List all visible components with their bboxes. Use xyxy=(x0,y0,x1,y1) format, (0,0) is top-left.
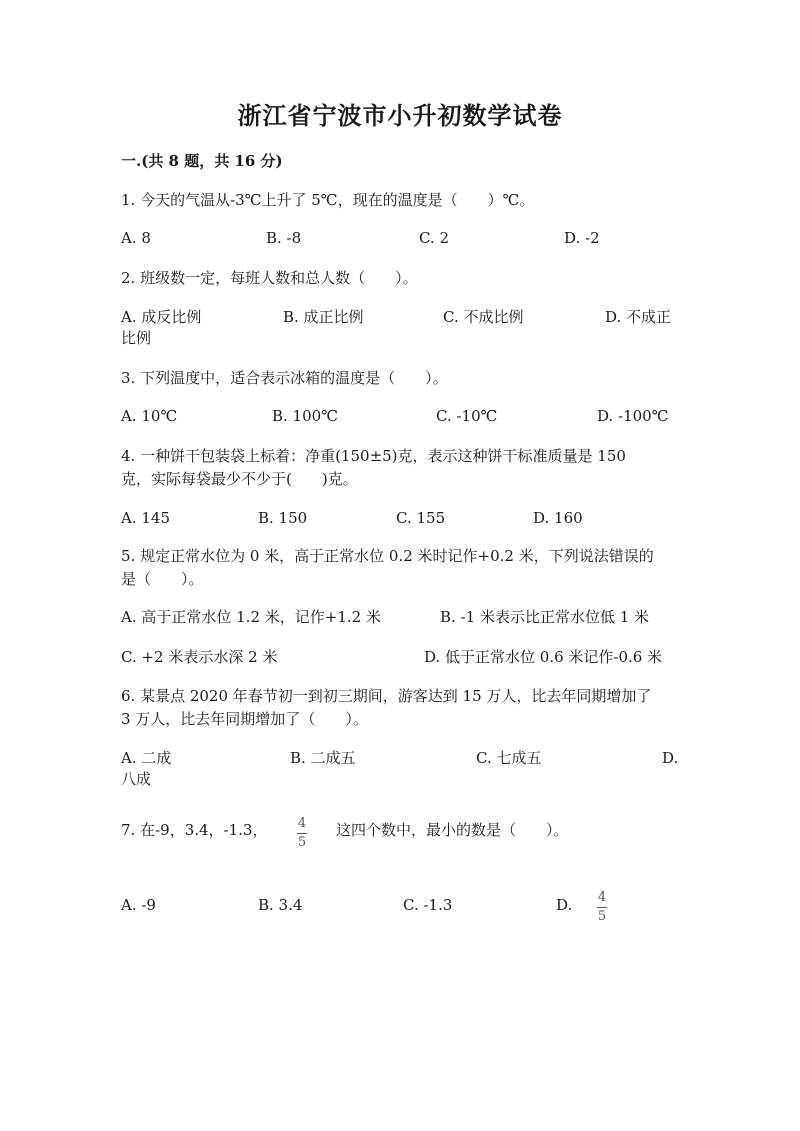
q5-option-a: A. 高于正常水位 1.2 米，记作+1.2 米 xyxy=(121,608,381,626)
fraction-numerator: 4 xyxy=(297,816,307,831)
question-7-part2: 这四个数中，最小的数是（ ）。 xyxy=(336,821,569,839)
fraction-bar xyxy=(597,907,607,908)
question-4-line1: 4. 一种饼干包装袋上标着：净重(150±5)克，表示这种饼干标准质量是 150 xyxy=(121,447,626,465)
q4-option-a: A. 145 xyxy=(121,509,170,527)
q1-option-a: A. 8 xyxy=(121,229,151,247)
q6-option-d: D. xyxy=(662,749,679,767)
fraction-four-fifths xyxy=(297,817,307,850)
q3-option-c: C. -10℃ xyxy=(436,407,498,425)
q4-option-c: C. 155 xyxy=(396,509,446,527)
question-3: 3. 下列温度中，适合表示冰箱的温度是（ ）。 xyxy=(121,369,448,387)
question-6-line1: 6. 某景点 2020 年春节初一到初三期间，游客达到 15 万人，比去年同期增加了 xyxy=(121,687,652,705)
q1-option-d: D. -2 xyxy=(564,229,600,247)
question-7-part1: 7. 在-9，3.4，-1.3， xyxy=(121,821,268,839)
q6-option-a: A. 二成 xyxy=(121,749,172,767)
q4-option-d: D. 160 xyxy=(533,509,583,527)
section-heading: 一.(共 8 题，共 16 分) xyxy=(121,152,283,170)
question-5-line1: 5. 规定正常水位为 0 米，高于正常水位 0.2 米时记作+0.2 米，下列说法错误的 xyxy=(121,547,654,565)
q6-option-b: B. 二成五 xyxy=(290,749,356,767)
q2-option-d-cont: 比例 xyxy=(121,329,152,347)
q3-option-b: B. 100℃ xyxy=(272,407,338,425)
q7-option-c: C. -1.3 xyxy=(403,896,453,914)
q7-option-d-fraction xyxy=(597,891,607,924)
q3-option-d: D. -100℃ xyxy=(597,407,669,425)
fraction-bar xyxy=(297,833,307,834)
q7-option-a: A. -9 xyxy=(121,896,156,914)
q2-option-a: A. 成反比例 xyxy=(121,308,202,326)
q2-option-c: C. 不成比例 xyxy=(443,308,524,326)
page-title: 浙江省宁波市小升初数学试卷 xyxy=(237,101,563,130)
q5-option-b: B. -1 米表示比正常水位低 1 米 xyxy=(440,608,650,626)
q2-option-b: B. 成正比例 xyxy=(283,308,364,326)
question-4-line2: 克，实际每袋最少不少于( )克。 xyxy=(121,470,358,488)
q1-option-c: C. 2 xyxy=(419,229,450,247)
q5-option-d: D. 低于正常水位 0.6 米记作-0.6 米 xyxy=(424,648,663,666)
question-5-line2: 是（ ）。 xyxy=(121,570,204,588)
q6-option-c: C. 七成五 xyxy=(476,749,542,767)
fraction-denominator: 5 xyxy=(297,835,307,850)
fraction-denominator: 5 xyxy=(597,909,607,924)
question-1: 1. 今天的气温从-3℃上升了 5℃，现在的温度是（ ）℃。 xyxy=(121,191,535,209)
q6-option-d-cont: 八成 xyxy=(121,770,152,788)
q3-option-a: A. 10℃ xyxy=(121,407,178,425)
question-2: 2. 班级数一定，每班人数和总人数（ ）。 xyxy=(121,269,418,287)
q7-option-d: D. xyxy=(556,896,573,914)
q2-option-d: D. 不成正 xyxy=(605,308,672,326)
q5-option-c: C. +2 米表示水深 2 米 xyxy=(121,648,278,666)
q7-option-b: B. 3.4 xyxy=(258,896,303,914)
fraction-numerator: 4 xyxy=(597,890,607,905)
q4-option-b: B. 150 xyxy=(258,509,308,527)
question-6-line2: 3 万人，比去年同期增加了（ ）。 xyxy=(121,710,368,728)
q1-option-b: B. -8 xyxy=(266,229,302,247)
